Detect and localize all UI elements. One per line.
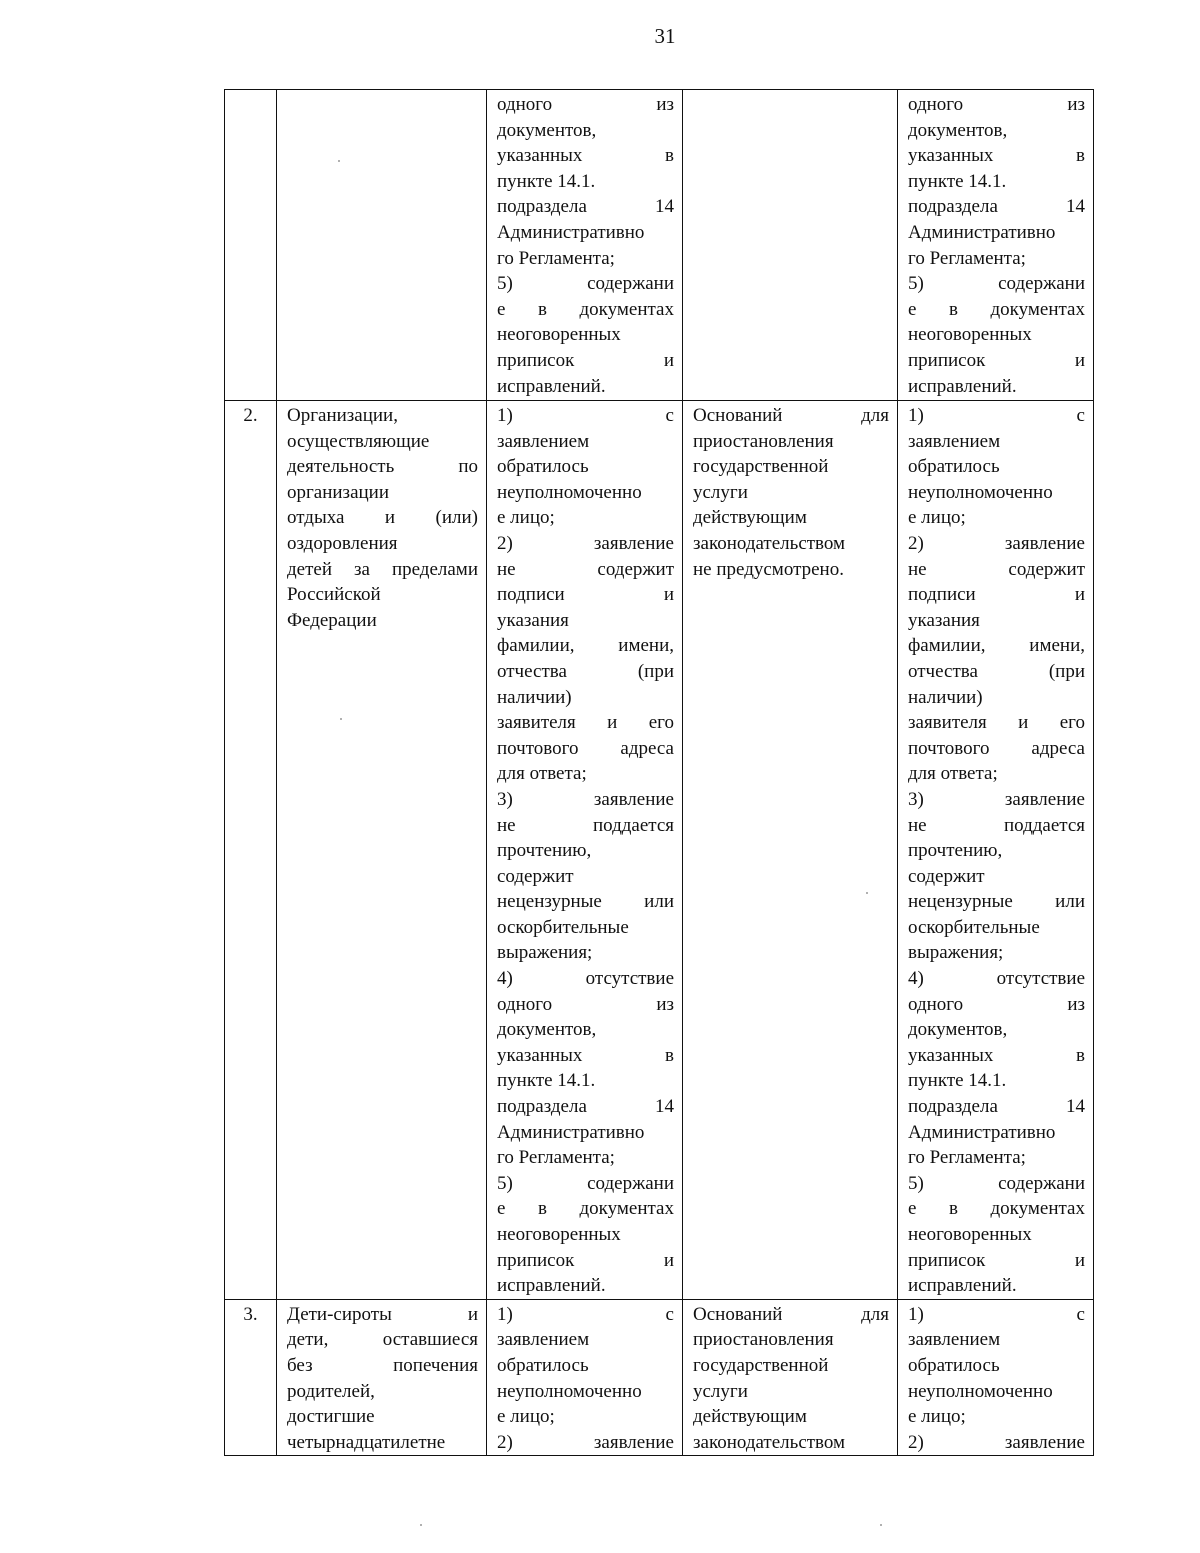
text-line: одного из bbox=[497, 94, 674, 115]
text-line: 1) с bbox=[908, 1303, 1085, 1325]
text-line: неоговоренных bbox=[908, 324, 1032, 346]
text-line: подписи и bbox=[497, 584, 674, 606]
text-line: Дети-сироты и bbox=[287, 1303, 478, 1325]
text-line: заявителя и его bbox=[497, 712, 674, 734]
text-line: неоговоренных bbox=[497, 324, 621, 346]
text-line: наличии) bbox=[497, 686, 572, 708]
text-line: обратилось bbox=[908, 456, 1000, 478]
text-line: четырнадцатилетне bbox=[287, 1431, 446, 1453]
text-line: документов, bbox=[908, 119, 1008, 141]
text-line: родителей, bbox=[287, 1380, 375, 1402]
text-line: выражения; bbox=[908, 942, 1004, 964]
text-line: документов, bbox=[908, 1019, 1008, 1041]
text-line: е в документах bbox=[497, 298, 674, 320]
text-line: организации bbox=[287, 481, 390, 503]
text-line: содержит bbox=[497, 865, 574, 887]
text-line: 1) с bbox=[908, 405, 1085, 426]
text-line: неуполномоченно bbox=[908, 1380, 1053, 1402]
suspension-grounds-cell bbox=[683, 90, 898, 401]
text-line: пункте 14.1. bbox=[497, 170, 596, 192]
text-line: указания bbox=[497, 609, 569, 631]
text-line: детей за пределами bbox=[287, 558, 478, 580]
text-line: оскорбительные bbox=[497, 916, 629, 938]
row-number-cell: 2. bbox=[225, 401, 277, 1300]
refusal-grounds-cell bbox=[487, 90, 683, 401]
text-line: заявителя и его bbox=[908, 712, 1085, 734]
text-line: приостановления bbox=[693, 430, 834, 452]
text-line: не содержит bbox=[497, 558, 674, 580]
text-line: действующим bbox=[693, 1406, 807, 1428]
text-line: 2) заявление bbox=[497, 1431, 674, 1453]
text-line: приписок и bbox=[497, 1249, 674, 1271]
scan-speck bbox=[340, 718, 342, 720]
text-line: е лицо; bbox=[908, 507, 966, 529]
text-line: пункте 14.1. bbox=[908, 1070, 1007, 1092]
text-line: исправлений. bbox=[497, 375, 606, 397]
text-line: 5) содержани bbox=[497, 1172, 674, 1194]
text-line: не содержит bbox=[908, 558, 1085, 580]
text-line: пункте 14.1. bbox=[908, 170, 1007, 192]
text-line: нецензурные или bbox=[497, 891, 674, 913]
scan-speck bbox=[866, 892, 868, 894]
text-line: почтового адреса bbox=[908, 737, 1085, 759]
text-line: Оснований для bbox=[693, 1303, 889, 1325]
text-line: услуги bbox=[693, 481, 748, 503]
text-line: прочтению, bbox=[908, 840, 1003, 862]
text-line: указанных в bbox=[908, 145, 1085, 167]
refusal-grounds-cell-2 bbox=[898, 1299, 1094, 1456]
text-line: приписок и bbox=[497, 349, 674, 371]
text-line: не поддается bbox=[908, 814, 1085, 836]
refusal-grounds-cell bbox=[487, 401, 683, 1300]
text-line: 5) содержани bbox=[908, 273, 1085, 295]
text-line: Российской bbox=[287, 584, 381, 606]
text-line: подраздела 14 bbox=[497, 196, 674, 218]
suspension-grounds-cell bbox=[683, 1299, 898, 1456]
table-row bbox=[225, 401, 1094, 1300]
text-line: заявлением bbox=[908, 430, 1001, 452]
text-line: не предусмотрено. bbox=[693, 558, 844, 580]
text-line: 3) заявление bbox=[908, 788, 1085, 810]
text-line: деятельность по bbox=[287, 456, 478, 478]
text-line: приписок и bbox=[908, 349, 1085, 371]
text-line: одного из bbox=[908, 94, 1085, 115]
text-line: 3) заявление bbox=[497, 788, 674, 810]
text-line: осуществляющие bbox=[287, 430, 430, 452]
text-line: услуги bbox=[693, 1380, 748, 1402]
scan-speck bbox=[420, 1524, 422, 1526]
suspension-grounds-cell bbox=[683, 401, 898, 1300]
text-line: го Регламента; bbox=[908, 1147, 1026, 1169]
text-line: е в документах bbox=[908, 1198, 1085, 1220]
refusal-grounds-cell-2 bbox=[898, 401, 1094, 1300]
text-line: е лицо; bbox=[497, 1406, 555, 1428]
text-line: выражения; bbox=[497, 942, 593, 964]
text-line: е в документах bbox=[497, 1198, 674, 1220]
text-line: приписок и bbox=[908, 1249, 1085, 1271]
text-line: 1) с bbox=[497, 405, 674, 426]
text-line: заявлением bbox=[497, 1329, 590, 1351]
text-line: отчества (при bbox=[908, 660, 1085, 682]
text-line: 4) отсутствие bbox=[908, 968, 1085, 990]
text-line: указанных в bbox=[497, 1044, 674, 1066]
table-row bbox=[225, 1299, 1094, 1456]
text-line: 5) содержани bbox=[908, 1172, 1085, 1194]
text-line: 5) содержани bbox=[497, 273, 674, 295]
text-line: не поддается bbox=[497, 814, 674, 836]
text-line: го Регламента; bbox=[497, 247, 615, 269]
text-line: фамилии, имени, bbox=[497, 635, 674, 657]
text-line: для ответа; bbox=[497, 763, 587, 785]
text-line: отчества (при bbox=[497, 660, 674, 682]
text-line: подраздела 14 bbox=[497, 1096, 674, 1118]
text-line: подраздела 14 bbox=[908, 196, 1085, 218]
text-line: указанных в bbox=[908, 1044, 1085, 1066]
text-line: Оснований для bbox=[693, 405, 889, 426]
row-number-cell: 3. bbox=[225, 1299, 277, 1456]
text-line: обратилось bbox=[497, 456, 589, 478]
text-line: Административно bbox=[908, 221, 1056, 243]
text-line: одного из bbox=[908, 993, 1085, 1015]
text-line: оздоровления bbox=[287, 532, 398, 554]
text-line: фамилии, имени, bbox=[908, 635, 1085, 657]
text-line: неуполномоченно bbox=[497, 1380, 642, 1402]
text-line: документов, bbox=[497, 119, 597, 141]
text-line: неуполномоченно bbox=[497, 481, 642, 503]
text-line: исправлений. bbox=[908, 1275, 1017, 1297]
text-line: приостановления bbox=[693, 1329, 834, 1351]
text-line: заявлением bbox=[497, 430, 590, 452]
refusal-grounds-cell bbox=[487, 1299, 683, 1456]
text-line: заявлением bbox=[908, 1329, 1001, 1351]
text-line: неуполномоченно bbox=[908, 481, 1053, 503]
text-line: дети, оставшиеся bbox=[287, 1329, 478, 1351]
text-line: содержит bbox=[908, 865, 985, 887]
text-line: без попечения bbox=[287, 1354, 478, 1376]
text-line: обратилось bbox=[908, 1354, 1000, 1376]
text-line: подраздела 14 bbox=[908, 1096, 1085, 1118]
text-line: неоговоренных bbox=[908, 1224, 1032, 1245]
text-line: указанных в bbox=[497, 145, 674, 167]
scan-speck bbox=[338, 160, 340, 162]
services-table bbox=[224, 89, 1094, 1456]
text-line: 2) заявление bbox=[908, 532, 1085, 554]
text-line: одного из bbox=[497, 993, 674, 1015]
table-row bbox=[225, 90, 1094, 401]
text-line: отдыха и (или) bbox=[287, 507, 478, 529]
text-line: государственной bbox=[693, 1354, 829, 1376]
text-line: обратилось bbox=[497, 1354, 589, 1376]
text-line: 2) заявление bbox=[908, 1431, 1085, 1453]
text-line: го Регламента; bbox=[497, 1147, 615, 1169]
applicant-category-cell bbox=[277, 90, 487, 401]
text-line: почтового адреса bbox=[497, 737, 674, 759]
text-line: государственной bbox=[693, 456, 829, 478]
refusal-grounds-cell-2 bbox=[898, 90, 1094, 401]
text-line: законодательством bbox=[693, 532, 846, 554]
text-line: Организации, bbox=[287, 405, 398, 426]
text-line: 2) заявление bbox=[497, 532, 674, 554]
text-line: Административно bbox=[497, 221, 645, 243]
text-line: неоговоренных bbox=[497, 1224, 621, 1245]
text-line: достигшие bbox=[287, 1406, 375, 1428]
text-line: Федерации bbox=[287, 609, 377, 631]
page-number: 31 bbox=[654, 24, 676, 48]
text-line: подписи и bbox=[908, 584, 1085, 606]
text-line: го Регламента; bbox=[908, 247, 1026, 269]
text-line: законодательством bbox=[693, 1431, 846, 1453]
text-line: наличии) bbox=[908, 686, 983, 708]
text-line: Административно bbox=[908, 1121, 1056, 1143]
text-line: е лицо; bbox=[908, 1406, 966, 1428]
text-line: исправлений. bbox=[908, 375, 1017, 397]
text-line: оскорбительные bbox=[908, 916, 1040, 938]
text-line: указания bbox=[908, 609, 980, 631]
text-line: действующим bbox=[693, 507, 807, 529]
text-line: для ответа; bbox=[908, 763, 998, 785]
text-line: нецензурные или bbox=[908, 891, 1085, 913]
text-line: е в документах bbox=[908, 298, 1085, 320]
row-number-cell bbox=[225, 90, 277, 401]
text-line: исправлений. bbox=[497, 1275, 606, 1297]
text-line: документов, bbox=[497, 1019, 597, 1041]
scan-speck bbox=[880, 1524, 882, 1526]
applicant-category-cell bbox=[277, 1299, 487, 1456]
text-line: прочтению, bbox=[497, 840, 592, 862]
text-line: е лицо; bbox=[497, 507, 555, 529]
text-line: 1) с bbox=[497, 1303, 674, 1325]
text-line: 4) отсутствие bbox=[497, 968, 674, 990]
applicant-category-cell bbox=[277, 401, 487, 1300]
text-line: пункте 14.1. bbox=[497, 1070, 596, 1092]
text-line: Административно bbox=[497, 1121, 645, 1143]
